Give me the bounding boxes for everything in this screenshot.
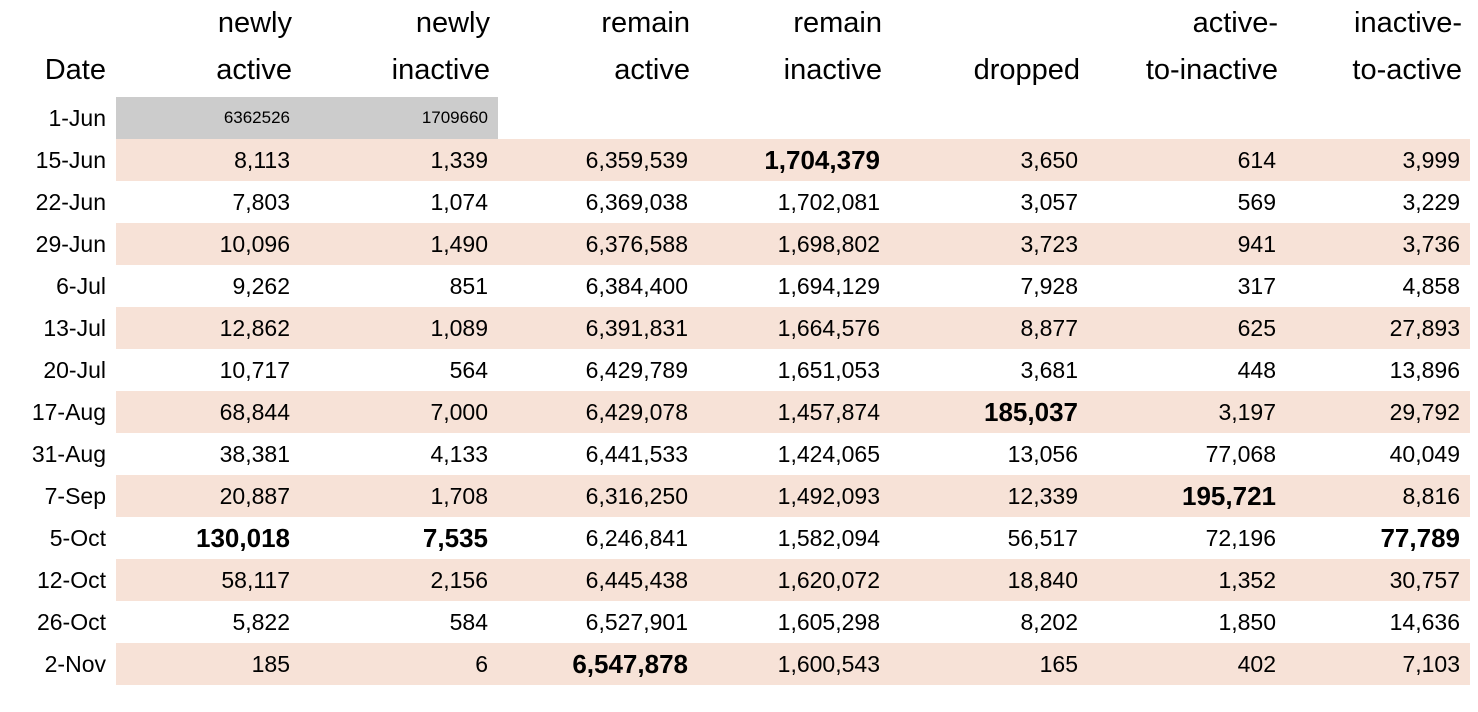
cell-dropped[interactable]: 185,037 — [890, 391, 1088, 433]
cell-newly_active[interactable]: 58,117 — [116, 559, 300, 601]
cell-dropped[interactable]: 12,339 — [890, 475, 1088, 517]
column-header-line: inactive — [391, 54, 490, 86]
table-row[interactable] — [8, 433, 1470, 475]
cell-newly_active[interactable]: 7,803 — [116, 181, 300, 223]
cell-inactive_to_active[interactable]: 27,893 — [1286, 307, 1470, 349]
cell-dropped[interactable]: 8,877 — [890, 307, 1088, 349]
row-date-cell[interactable]: 12-Oct — [8, 559, 116, 601]
table-header-row — [8, 0, 1470, 97]
cell-newly_active[interactable]: 10,096 — [116, 223, 300, 265]
row-date-cell[interactable]: 7-Sep — [8, 475, 116, 517]
column-header-line: newly — [217, 7, 292, 39]
cell-active_to_inactive[interactable]: 625 — [1088, 307, 1286, 349]
cell-active_to_inactive[interactable] — [1088, 97, 1286, 139]
cell-newly_active[interactable]: 38,381 — [116, 433, 300, 475]
cell-newly_inactive[interactable]: 1,490 — [300, 223, 498, 265]
cell-remain_active[interactable]: 6,316,250 — [498, 475, 698, 517]
cell-active_to_inactive[interactable]: 317 — [1088, 265, 1286, 307]
cell-remain_active[interactable]: 6,445,438 — [498, 559, 698, 601]
table-row[interactable] — [8, 391, 1470, 433]
table-header — [8, 0, 1470, 97]
cell-remain_active[interactable]: 6,429,789 — [498, 349, 698, 391]
column-header-line: dropped — [973, 54, 1080, 86]
cell-remain_active[interactable]: 6,429,078 — [498, 391, 698, 433]
cell-inactive_to_active[interactable]: 13,896 — [1286, 349, 1470, 391]
cell-newly_active[interactable]: 68,844 — [116, 391, 300, 433]
cell-newly_inactive[interactable]: 851 — [300, 265, 498, 307]
cell-dropped[interactable]: 3,057 — [890, 181, 1088, 223]
cell-active_to_inactive[interactable]: 77,068 — [1088, 433, 1286, 475]
cell-newly_inactive[interactable]: 4,133 — [300, 433, 498, 475]
table-row[interactable] — [8, 97, 1470, 139]
cell-remain_inactive[interactable]: 1,600,543 — [698, 643, 890, 685]
cell-remain_inactive[interactable]: 1,605,298 — [698, 601, 890, 643]
table-row[interactable] — [8, 517, 1470, 559]
cell-remain_inactive[interactable]: 1,704,379 — [698, 139, 890, 181]
cell-newly_active[interactable]: 185 — [116, 643, 300, 685]
column-header-line: to-inactive — [1145, 54, 1278, 86]
cell-active_to_inactive[interactable]: 614 — [1088, 139, 1286, 181]
cell-inactive_to_active[interactable]: 4,858 — [1286, 265, 1470, 307]
cell-remain_active[interactable]: 6,527,901 — [498, 601, 698, 643]
cell-remain_active[interactable]: 6,246,841 — [498, 517, 698, 559]
cell-newly_inactive[interactable]: 1,074 — [300, 181, 498, 223]
row-date-cell[interactable]: 17-Aug — [8, 391, 116, 433]
table-row[interactable] — [8, 349, 1470, 391]
cell-remain_active[interactable]: 6,369,038 — [498, 181, 698, 223]
cell-inactive_to_active[interactable]: 30,757 — [1286, 559, 1470, 601]
table-row[interactable] — [8, 139, 1470, 181]
cell-dropped[interactable]: 3,650 — [890, 139, 1088, 181]
cell-dropped[interactable]: 8,202 — [890, 601, 1088, 643]
cell-newly_inactive[interactable]: 7,535 — [300, 517, 498, 559]
column-header-line: newly — [415, 7, 490, 39]
cell-newly_active[interactable]: 6362526 — [116, 97, 300, 139]
column-header-line: remain — [793, 7, 882, 39]
cell-remain_active[interactable]: 6,441,533 — [498, 433, 698, 475]
cell-active_to_inactive[interactable]: 1,352 — [1088, 559, 1286, 601]
cell-remain_active[interactable]: 6,359,539 — [498, 139, 698, 181]
column-header-line: inactive- — [1354, 7, 1462, 39]
cell-active_to_inactive[interactable]: 569 — [1088, 181, 1286, 223]
cell-newly_active[interactable]: 12,862 — [116, 307, 300, 349]
row-date-cell[interactable]: 22-Jun — [8, 181, 116, 223]
cell-active_to_inactive[interactable]: 448 — [1088, 349, 1286, 391]
cell-remain_active[interactable]: 6,376,588 — [498, 223, 698, 265]
cell-newly_inactive[interactable]: 7,000 — [300, 391, 498, 433]
row-date-cell[interactable]: 26-Oct — [8, 601, 116, 643]
row-date-cell[interactable]: 29-Jun — [8, 223, 116, 265]
table-row[interactable] — [8, 181, 1470, 223]
cell-active_to_inactive[interactable]: 1,850 — [1088, 601, 1286, 643]
cell-newly_active[interactable]: 130,018 — [116, 517, 300, 559]
cell-remain_inactive[interactable]: 1,457,874 — [698, 391, 890, 433]
cell-remain_inactive[interactable]: 1,702,081 — [698, 181, 890, 223]
cell-remain_active[interactable]: 6,384,400 — [498, 265, 698, 307]
column-header-remain_active[interactable] — [498, 0, 698, 97]
table-row[interactable] — [8, 475, 1470, 517]
cell-remain_inactive[interactable]: 1,620,072 — [698, 559, 890, 601]
cell-active_to_inactive[interactable]: 941 — [1088, 223, 1286, 265]
cell-dropped[interactable]: 7,928 — [890, 265, 1088, 307]
cell-newly_inactive[interactable]: 1,339 — [300, 139, 498, 181]
cell-remain_inactive[interactable]: 1,492,093 — [698, 475, 890, 517]
cell-newly_active[interactable]: 10,717 — [116, 349, 300, 391]
cell-newly_inactive[interactable]: 564 — [300, 349, 498, 391]
row-date-cell[interactable]: 31-Aug — [8, 433, 116, 475]
cell-remain_active[interactable]: 6,547,878 — [498, 643, 698, 685]
cell-newly_inactive[interactable]: 1,089 — [300, 307, 498, 349]
cell-remain_active[interactable]: 6,391,831 — [498, 307, 698, 349]
cell-remain_inactive[interactable]: 1,694,129 — [698, 265, 890, 307]
column-header-line: to-active — [1352, 54, 1462, 86]
cell-remain_inactive[interactable] — [698, 97, 890, 139]
cell-inactive_to_active[interactable]: 3,736 — [1286, 223, 1470, 265]
column-header-remain_inactive[interactable] — [698, 0, 890, 97]
cell-inactive_to_active[interactable]: 3,229 — [1286, 181, 1470, 223]
cell-inactive_to_active[interactable]: 8,816 — [1286, 475, 1470, 517]
cell-inactive_to_active[interactable]: 77,789 — [1286, 517, 1470, 559]
column-header-line: remain — [601, 7, 690, 39]
cell-inactive_to_active[interactable]: 7,103 — [1286, 643, 1470, 685]
table-body — [8, 97, 1470, 685]
cell-remain_inactive[interactable]: 1,651,053 — [698, 349, 890, 391]
cell-active_to_inactive[interactable]: 72,196 — [1088, 517, 1286, 559]
cell-newly_active[interactable]: 20,887 — [116, 475, 300, 517]
column-header-newly_inactive[interactable] — [300, 0, 498, 97]
column-header-date[interactable] — [8, 0, 116, 97]
table-row[interactable] — [8, 559, 1470, 601]
cell-remain_inactive[interactable]: 1,698,802 — [698, 223, 890, 265]
row-date-cell[interactable]: 1-Jun — [8, 97, 116, 139]
cell-remain_inactive[interactable]: 1,664,576 — [698, 307, 890, 349]
cell-newly_inactive[interactable]: 1709660 — [300, 97, 498, 139]
cell-remain_active[interactable] — [498, 97, 698, 139]
cell-dropped[interactable]: 18,840 — [890, 559, 1088, 601]
table-row[interactable] — [8, 643, 1470, 685]
cell-inactive_to_active[interactable]: 14,636 — [1286, 601, 1470, 643]
cell-dropped[interactable]: 3,681 — [890, 349, 1088, 391]
cell-dropped[interactable]: 3,723 — [890, 223, 1088, 265]
cell-remain_inactive[interactable]: 1,424,065 — [698, 433, 890, 475]
row-date-cell[interactable]: 20-Jul — [8, 349, 116, 391]
cell-newly_inactive[interactable]: 2,156 — [300, 559, 498, 601]
column-header-dropped[interactable] — [890, 0, 1088, 97]
cell-newly_active[interactable]: 9,262 — [116, 265, 300, 307]
table-row[interactable] — [8, 265, 1470, 307]
cell-newly_active[interactable]: 5,822 — [116, 601, 300, 643]
cell-active_to_inactive[interactable]: 195,721 — [1088, 475, 1286, 517]
cell-inactive_to_active[interactable] — [1286, 97, 1470, 139]
cell-dropped[interactable] — [890, 97, 1088, 139]
cell-active_to_inactive[interactable]: 3,197 — [1088, 391, 1286, 433]
column-header-line: active — [614, 54, 690, 86]
cell-inactive_to_active[interactable]: 29,792 — [1286, 391, 1470, 433]
cell-remain_inactive[interactable]: 1,582,094 — [698, 517, 890, 559]
cell-inactive_to_active[interactable]: 40,049 — [1286, 433, 1470, 475]
table-row[interactable] — [8, 223, 1470, 265]
table-row[interactable] — [8, 601, 1470, 643]
row-date-cell[interactable]: 13-Jul — [8, 307, 116, 349]
cell-newly_inactive[interactable]: 1,708 — [300, 475, 498, 517]
cell-active_to_inactive[interactable]: 402 — [1088, 643, 1286, 685]
column-header-newly_active[interactable] — [116, 0, 300, 97]
cell-dropped[interactable]: 13,056 — [890, 433, 1088, 475]
cell-newly_inactive[interactable]: 6 — [300, 643, 498, 685]
row-date-cell[interactable]: 2-Nov — [8, 643, 116, 685]
table-row[interactable] — [8, 307, 1470, 349]
column-header-active_to_inactive[interactable] — [1088, 0, 1286, 97]
column-header-line: active — [216, 54, 292, 86]
column-header-inactive_to_active[interactable] — [1286, 0, 1470, 97]
row-date-cell[interactable]: 6-Jul — [8, 265, 116, 307]
cell-inactive_to_active[interactable]: 3,999 — [1286, 139, 1470, 181]
row-date-cell[interactable]: 5-Oct — [8, 517, 116, 559]
cell-dropped[interactable]: 56,517 — [890, 517, 1088, 559]
row-date-cell[interactable]: 15-Jun — [8, 139, 116, 181]
activity-summary-table — [8, 0, 1470, 685]
cell-dropped[interactable]: 165 — [890, 643, 1088, 685]
column-header-line: active- — [1192, 7, 1278, 39]
column-header-line: inactive — [783, 54, 882, 86]
column-header-line: Date — [44, 54, 106, 86]
cell-newly_inactive[interactable]: 584 — [300, 601, 498, 643]
cell-newly_active[interactable]: 8,113 — [116, 139, 300, 181]
